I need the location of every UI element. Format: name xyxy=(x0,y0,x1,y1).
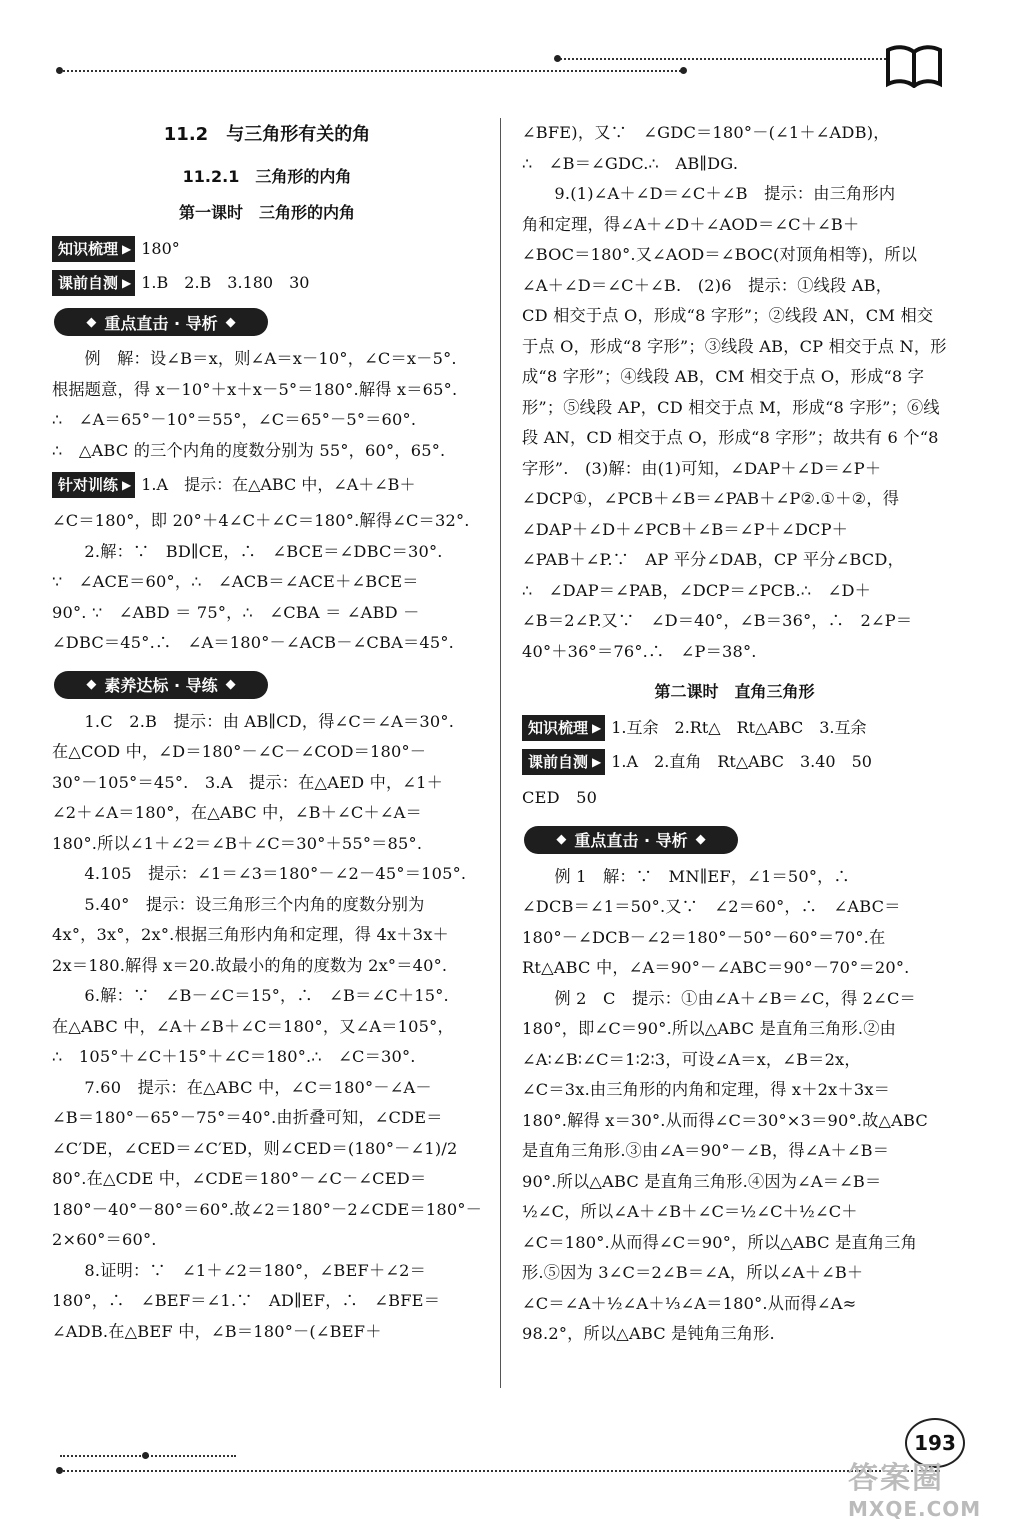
cont-line: ∠DCP①，∠PCB＋∠B＝∠PAB＋∠P②.①＋②，得 xyxy=(522,489,900,508)
literacy-line: ∠2＋∠A＝180°，在△ABC 中，∠B＋∠C＋∠A＝ xyxy=(52,803,422,822)
pretest-answer: 1.A 2.直角 Rt△ABC 3.40 50 xyxy=(611,752,872,771)
training-tag-label: 针对训练 xyxy=(58,476,119,494)
triangle-right-icon: ▶ xyxy=(122,242,132,256)
diamond-icon: ◆ xyxy=(225,314,236,330)
footer-dot xyxy=(142,1452,149,1459)
literacy-line: 1.C 2.B 提示：由 AB∥CD，得∠C＝∠A＝30°. xyxy=(84,711,455,731)
knowledge-tag-label: 知识梳理 xyxy=(58,240,119,258)
triangle-right-icon: ▶ xyxy=(592,755,602,769)
knowledge-tag xyxy=(522,715,605,741)
literacy-line: 7.60 提示：在△ABC 中，∠C＝180°－∠A－ xyxy=(84,1077,432,1097)
section-title: 11.2 与三角形有关的角 xyxy=(163,124,371,145)
cont-line: 角和定理，得∠A＋∠D＋∠AOD＝∠C＋∠B＋ xyxy=(522,214,860,234)
footer-dot xyxy=(56,1467,63,1474)
knowledge-answer: 180° xyxy=(141,239,180,258)
pretest-row xyxy=(52,270,482,296)
pretest-tag xyxy=(522,749,605,775)
focus-line: ∠DCB＝∠1＝50°.又∵ ∠2＝60°，∴ ∠ABC＝ xyxy=(522,897,901,916)
literacy-line: 180°.所以∠1＋∠2＝∠B＋∠C＝30°＋55°＝85°. xyxy=(52,833,423,853)
pretest-tag-label: 课前自测 xyxy=(528,753,589,771)
literacy-line: 8.证明：∵ ∠1＋∠2＝180°，∠BEF＋∠2＝ xyxy=(84,1260,426,1280)
knowledge-answer: 1.互余 2.Rt△ Rt△ABC 3.互余 xyxy=(611,718,867,737)
literacy-line: ∠B＝180°－65°－75°＝40°.由折叠可知，∠CDE＝ xyxy=(52,1108,443,1127)
example-line: 例 解：设∠B＝x，则∠A＝x－10°，∠C＝x－5°. xyxy=(84,349,457,368)
cont-line: ∠B＝2∠P.又∵ ∠D＝40°，∠B＝36°，∴ 2∠P＝ xyxy=(522,611,913,630)
focus-line: 形.⑤因为 3∠C＝2∠B＝∠A，所以∠A＋∠B＋ xyxy=(522,1263,864,1282)
focus-line: 是直角三角形.③由∠A＝90°－∠B，得∠A＋∠B＝ xyxy=(522,1141,890,1160)
page-number: 193 xyxy=(905,1418,965,1468)
cont-line: ∠A＋∠D＝∠C＋∠B. (2)6 提示：①线段 AB， xyxy=(522,275,893,295)
header-dot xyxy=(554,55,561,62)
footer-dotted-line xyxy=(60,1470,940,1472)
cont-line: 形”；⑤线段 AP，CD 相交于点 M，形成“8 字形”；⑥线 xyxy=(522,397,940,417)
cont-line: ∠DAP＋∠D＋∠PCB＋∠B＝∠P＋∠DCP＋ xyxy=(522,519,849,539)
training-line: ∠DBC＝45°.∴ ∠A＝180°－∠ACB－∠CBA＝45°. xyxy=(52,633,455,652)
diamond-icon: ◆ xyxy=(86,677,97,692)
diamond-icon: ◆ xyxy=(556,832,567,847)
cont-line: 段 AN，CD 相交于点 O，形成“8 字形”；故共有 6 个“8 xyxy=(522,428,939,447)
watermark xyxy=(848,1462,1022,1532)
literacy-line: 4.105 提示：∠1＝∠3＝180°－∠2－45°＝105°. xyxy=(84,864,467,883)
watermark-line1: 答案圈 xyxy=(848,1461,944,1496)
column-separator xyxy=(500,118,501,1388)
focus-line: ∠C＝∠A＋½∠A＋⅓∠A＝180°.从而得∠A≈ xyxy=(522,1293,857,1313)
literacy-line: 5.40° 提示：设三角形三个内角的度数分别为 xyxy=(84,894,425,914)
watermark-line2: MXQE.COM xyxy=(848,1497,982,1521)
focus-line: 例 1 解：∵ MN∥EF，∠1＝50°，∴ xyxy=(554,866,850,886)
triangle-right-icon: ▶ xyxy=(122,276,132,290)
focus-banner-label: 重点直击 · 导析 xyxy=(104,313,218,333)
triangle-right-icon: ▶ xyxy=(122,478,132,492)
focus-line: ∠C＝3x.由三角形的内角和定理，得 x＋2x＋3x＝ xyxy=(522,1080,891,1099)
literacy-line: 6.解：∵ ∠B－∠C＝15°，∴ ∠B＝∠C＋15°. xyxy=(84,986,449,1005)
cont-line: 9.(1)∠A＋∠D＝∠C＋∠B 提示：由三角形内 xyxy=(554,184,896,203)
lesson2-title: 第二课时 直角三角形 xyxy=(654,682,815,701)
focus-line: 180°，即∠C＝90°.所以△ABC 是直角三角形.②由 xyxy=(522,1019,897,1038)
literacy-line: 180°，∴ ∠BEF＝∠1.∵ AD∥EF，∴ ∠BFE＝ xyxy=(52,1291,441,1310)
right-column xyxy=(522,118,947,1350)
focus-line: ½∠C，所以∠A＋∠B＋∠C＝½∠C＋½∠C＋ xyxy=(522,1202,858,1221)
focus-banner xyxy=(524,826,738,854)
cont-line: 40°＋36°＝76°.∴ ∠P＝38°. xyxy=(522,641,757,661)
literacy-line: 在△COD 中，∠D＝180°－∠C－∠COD＝180°－ xyxy=(52,742,427,761)
subsection-title: 11.2.1 三角形的内角 xyxy=(182,167,352,186)
cont-line: 字形”. (3)解：由(1)可知，∠DAP＋∠D＝∠P＋ xyxy=(522,458,882,478)
cont-line: ∠PAB＋∠P.∵ AP 平分∠DAB，CP 平分∠BCD， xyxy=(522,550,904,569)
book-icon xyxy=(884,42,944,88)
header-dotted-line xyxy=(60,70,685,72)
diamond-icon: ◆ xyxy=(86,314,97,330)
diamond-icon: ◆ xyxy=(695,832,706,847)
knowledge-tag xyxy=(52,236,135,262)
pretest-answer: 1.B 2.B 3.180 30 xyxy=(141,273,310,292)
literacy-line: ∴ 105°＋∠C＋15°＋∠C＝180°.∴ ∠C＝30°. xyxy=(52,1047,416,1066)
knowledge-row xyxy=(52,236,482,262)
literacy-line: 2x＝180.解得 x＝20.故最小的角的度数为 2x°＝40°. xyxy=(52,955,448,975)
training-line: 90°. ∵ ∠ABD ＝ 75°，∴ ∠CBA ＝ ∠ABD － xyxy=(52,602,420,622)
knowledge-row-2 xyxy=(522,715,947,741)
literacy-line: 2×60°＝60°. xyxy=(52,1230,157,1249)
training-line: ∠C＝180°，即 20°＋4∠C＋∠C＝180°.解得∠C＝32°. xyxy=(52,511,470,530)
left-column xyxy=(52,118,482,1347)
focus-line: Rt△ABC 中，∠A＝90°－∠ABC＝90°－70°＝20°. xyxy=(522,958,910,977)
training-line: 2.解：∵ BD∥CE，∴ ∠BCE＝∠DBC＝30°. xyxy=(84,541,443,561)
focus-line: ∠C＝180°.从而得∠C＝90°，所以△ABC 是直角三角 xyxy=(522,1232,918,1252)
pretest-answer-cont: CED 50 xyxy=(522,788,598,807)
pretest-tag-label: 课前自测 xyxy=(58,274,119,292)
literacy-line: 在△ABC 中，∠A＋∠B＋∠C＝180°，又∠A＝105°， xyxy=(52,1016,454,1036)
focus-line: 例 2 C 提示：①由∠A＋∠B＝∠C，得 2∠C＝ xyxy=(554,988,916,1008)
cont-line: ∠BFE)，又∵ ∠GDC＝180°－(∠1＋∠ADB)， xyxy=(522,123,890,142)
cont-line: ∴ ∠B＝∠GDC.∴ AB∥DG. xyxy=(522,153,739,173)
literacy-line: 30°－105°＝45°. 3.A 提示：在△AED 中，∠1＋ xyxy=(52,772,444,792)
literacy-line: ∠C′DE，∠CED＝∠C′ED，则∠CED＝(180°－∠1)/2 xyxy=(52,1138,458,1158)
literacy-line: 4x°，3x°，2x°.根据三角形内角和定理，得 4x＋3x＋ xyxy=(52,925,449,944)
cont-line: ∴ ∠DAP＝∠PAB，∠DCP＝∠PCB.∴ ∠D＋ xyxy=(522,580,872,600)
header-dotted-line-upper xyxy=(556,58,886,60)
pretest-tag xyxy=(52,270,135,296)
training-tag xyxy=(52,472,135,498)
training-line: ∵ ∠ACE＝60°，∴ ∠ACB＝∠ACE＋∠BCE＝ xyxy=(52,572,419,591)
training-line: 1.A 提示：在△ABC 中，∠A＋∠B＋ xyxy=(141,475,416,494)
example-line: ∴ ∠A＝65°－10°＝55°，∠C＝65°－5°＝60°. xyxy=(52,410,417,429)
cont-line: 成“8 字形”；④线段 AB，CM 相交于点 O，形成“8 字 xyxy=(522,367,925,386)
literacy-banner xyxy=(54,671,268,699)
literacy-line: ∠ADB.在△BEF 中，∠B＝180°－(∠BEF＋ xyxy=(52,1321,382,1341)
focus-banner-label: 重点直击 · 导析 xyxy=(574,831,688,850)
literacy-line: 80°.在△CDE 中，∠CDE＝180°－∠C－∠CED＝ xyxy=(52,1169,427,1188)
focus-line: 98.2°，所以△ABC 是钝角三角形. xyxy=(522,1324,775,1343)
focus-line: ∠A∶∠B∶∠C＝1∶2∶3，可设∠A＝x，∠B＝2x， xyxy=(522,1049,861,1069)
header-dot xyxy=(56,67,63,74)
knowledge-tag-label: 知识梳理 xyxy=(528,719,589,737)
diamond-icon: ◆ xyxy=(225,677,236,692)
header-dot xyxy=(680,67,687,74)
cont-line: 于点 O，形成“8 字形”；③线段 AB，CP 相交于点 N，形 xyxy=(522,336,947,356)
focus-banner xyxy=(54,308,268,336)
pretest-row-2 xyxy=(522,749,947,775)
example-line: 根据题意，得 x－10°＋x＋x－5°＝180°.解得 x＝65°. xyxy=(52,379,458,399)
literacy-banner-label: 素养达标 · 导练 xyxy=(104,676,218,695)
focus-line: 90°.所以△ABC 是直角三角形.④因为∠A＝∠B＝ xyxy=(522,1171,882,1191)
focus-line: 180°－∠DCB－∠2＝180°－50°－60°＝70°.在 xyxy=(522,927,886,947)
example-line: ∴ △ABC 的三个内角的度数分别为 55°，60°，65°. xyxy=(52,440,446,460)
literacy-line: 180°－40°－80°＝60°.故∠2＝180°－2∠CDE＝180°－ xyxy=(52,1199,482,1219)
training-row xyxy=(52,472,482,498)
cont-line: CD 相交于点 O，形成“8 字形”；②线段 AN，CM 相交 xyxy=(522,306,934,325)
cont-line: ∠BOC＝180°.又∠AOD＝∠BOC(对顶角相等)，所以 xyxy=(522,245,918,264)
focus-line: 180°.解得 x＝30°.从而得∠C＝30°×3＝90°.故△ABC xyxy=(522,1110,928,1130)
lesson1-title: 第一课时 三角形的内角 xyxy=(178,203,355,222)
triangle-right-icon: ▶ xyxy=(592,721,602,735)
